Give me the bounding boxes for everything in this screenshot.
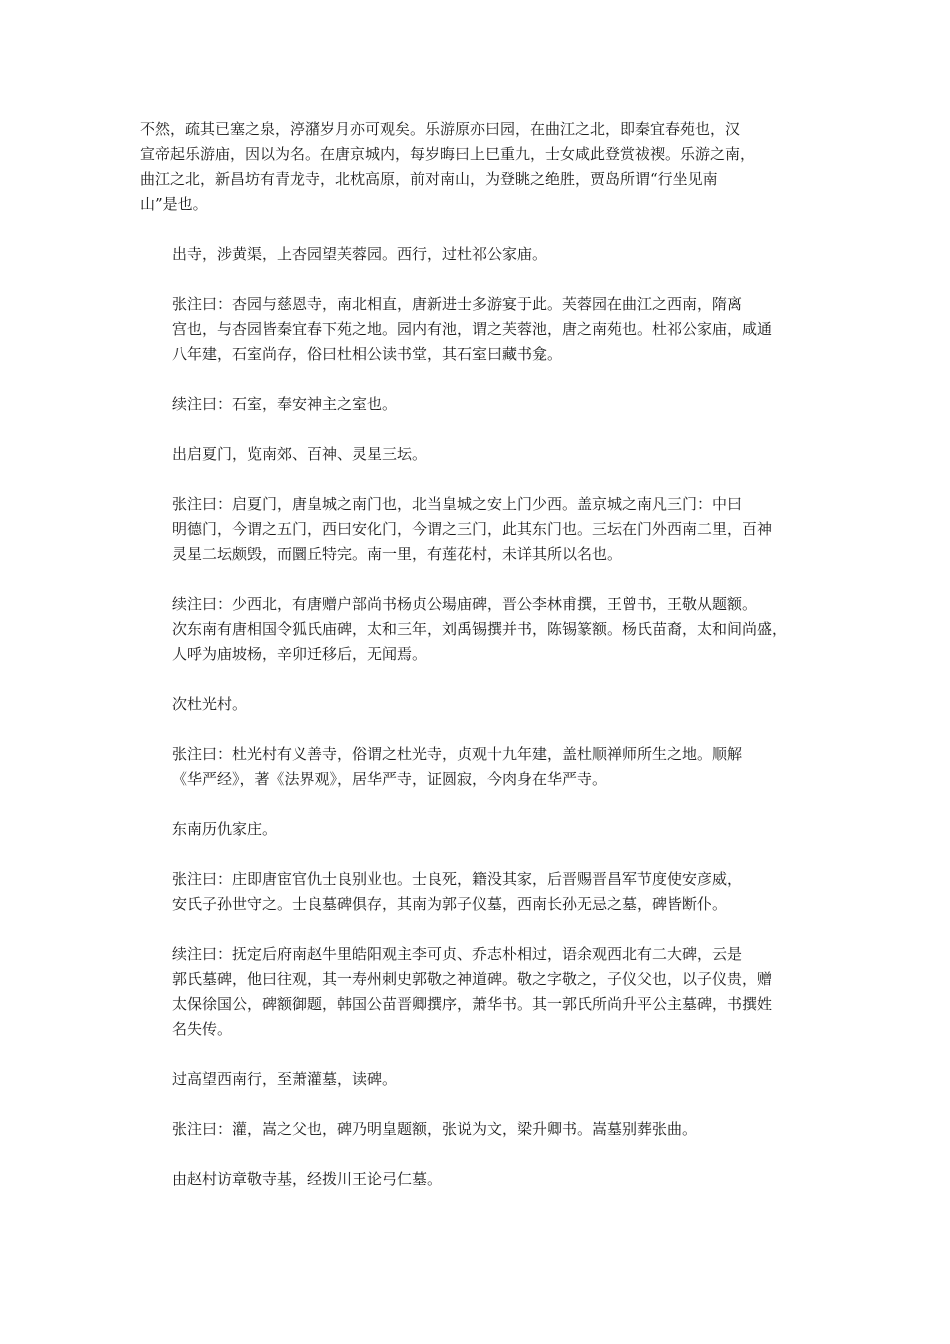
paragraph <box>140 242 812 267</box>
paragraph <box>140 117 812 217</box>
text-line: 太保徐国公，碑额御题，韩国公苗晋卿撰序，萧华书。其一郭氏所尚升平公主墓碑，书撰姓 <box>172 995 773 1013</box>
text-line: 宫也，与杏园皆秦宜春下苑之地。园内有池，谓之芙蓉池，唐之南苑也。杜祁公家庙，咸通 <box>172 320 773 338</box>
text-line: 曲江之北，新昌坊有青龙寺，北枕高原，前对南山，为登眺之绝胜，贾岛所谓“行坐见南 <box>140 170 718 188</box>
paragraph <box>140 1067 812 1092</box>
text-line: 次东南有唐相国令狐氏庙碑，太和三年，刘禹锡撰并书，陈锡篆额。杨氏苗裔，太和间尚盛， <box>172 620 788 638</box>
text-line: 名失传。 <box>172 1020 233 1038</box>
paragraph <box>140 592 812 667</box>
paragraph <box>140 442 812 467</box>
text-line: 出启夏门，览南郊、百神、灵星三坛。 <box>172 445 428 463</box>
paragraph <box>140 392 812 417</box>
paragraph <box>140 867 812 917</box>
text-line: 山”是也。 <box>140 195 208 213</box>
text-line: 张注曰：杏园与慈恩寺，南北相直，唐新进士多游宴于此。芙蓉园在曲江之西南，隋离 <box>172 295 743 313</box>
text-line: 宣帝起乐游庙，因以为名。在唐京城内，每岁晦曰上巳重九，士女咸此登赏祓禊。乐游之南， <box>140 145 756 163</box>
paragraph <box>140 1117 812 1142</box>
paragraph <box>140 742 812 792</box>
text-line: 安氏子孙世守之。士良墓碑俱存，其南为郭子仪墓，西南长孙无忌之墓，碑皆断仆。 <box>172 895 728 913</box>
text-line: 张注曰：杜光村有义善寺，俗谓之杜光寺，贞观十九年建，盖杜顺禅师所生之地。顺解 <box>172 745 743 763</box>
text-line: 续注曰：抚定后府南赵牛里皓阳观主李可贞、乔志朴相过，语余观西北有二大碑，云是 <box>172 945 743 963</box>
text-line: 由赵村访章敬寺基，经拨川王论弓仁墓。 <box>172 1170 443 1188</box>
paragraph <box>140 942 812 1042</box>
text-line: 郭氏墓碑，他曰往观，其一寿州刺史郭敬之神道碑。敬之字敬之，子仪父也，以子仪贵，赠 <box>172 970 773 988</box>
text-line: 张注曰：庄即唐宦官仇士良别业也。士良死，籍没其家，后晋赐晋昌军节度使安彦威， <box>172 870 743 888</box>
paragraph <box>140 692 812 717</box>
text-line: 灵星二坛颇毁，而圜丘特完。南一里，有莲花村，未详其所以名也。 <box>172 545 623 563</box>
text-line: 人呼为庙坡杨，辛卯迁移后，无闻焉。 <box>172 645 428 663</box>
text-line: 不然，疏其已塞之泉，渟潴岁月亦可观矣。乐游原亦曰园，在曲江之北，即秦宜春苑也，汉 <box>140 120 741 138</box>
text-line: 续注曰：少西北，有唐赠户部尚书杨贞公瑒庙碑，晋公李林甫撰，王曾书，王敬从题额。 <box>172 595 758 613</box>
text-line: 八年建，石室尚存，俗曰杜相公读书堂，其石室曰藏书龛。 <box>172 345 563 363</box>
text-line: 张注曰：灌，嵩之父也，碑乃明皇题额，张说为文，梁升卿书。嵩墓别葬张曲。 <box>172 1120 698 1138</box>
paragraph <box>140 1167 812 1192</box>
text-line: 明德门，今谓之五门，西曰安化门，今谓之三门，此其东门也。三坛在门外西南二里，百神 <box>172 520 773 538</box>
text-line: 续注曰：石室，奉安神主之室也。 <box>172 395 398 413</box>
paragraph <box>140 817 812 842</box>
paragraph <box>140 492 812 567</box>
text-line: 《华严经》，著《法界观》，居华严寺，证圆寂，今肉身在华严寺。 <box>172 770 608 788</box>
text-line: 张注曰：启夏门，唐皇城之南门也，北当皇城之安上门少西。盖京城之南凡三门：中曰 <box>172 495 743 513</box>
text-line: 过高望西南行，至萧灌墓，读碑。 <box>172 1070 398 1088</box>
body-text <box>140 117 812 1217</box>
paragraph <box>140 292 812 367</box>
text-line: 东南历仇家庄。 <box>172 820 278 838</box>
text-line: 次杜光村。 <box>172 695 248 713</box>
text-line: 出寺，涉黄渠，上杏园望芙蓉园。西行，过杜祁公家庙。 <box>172 245 548 263</box>
